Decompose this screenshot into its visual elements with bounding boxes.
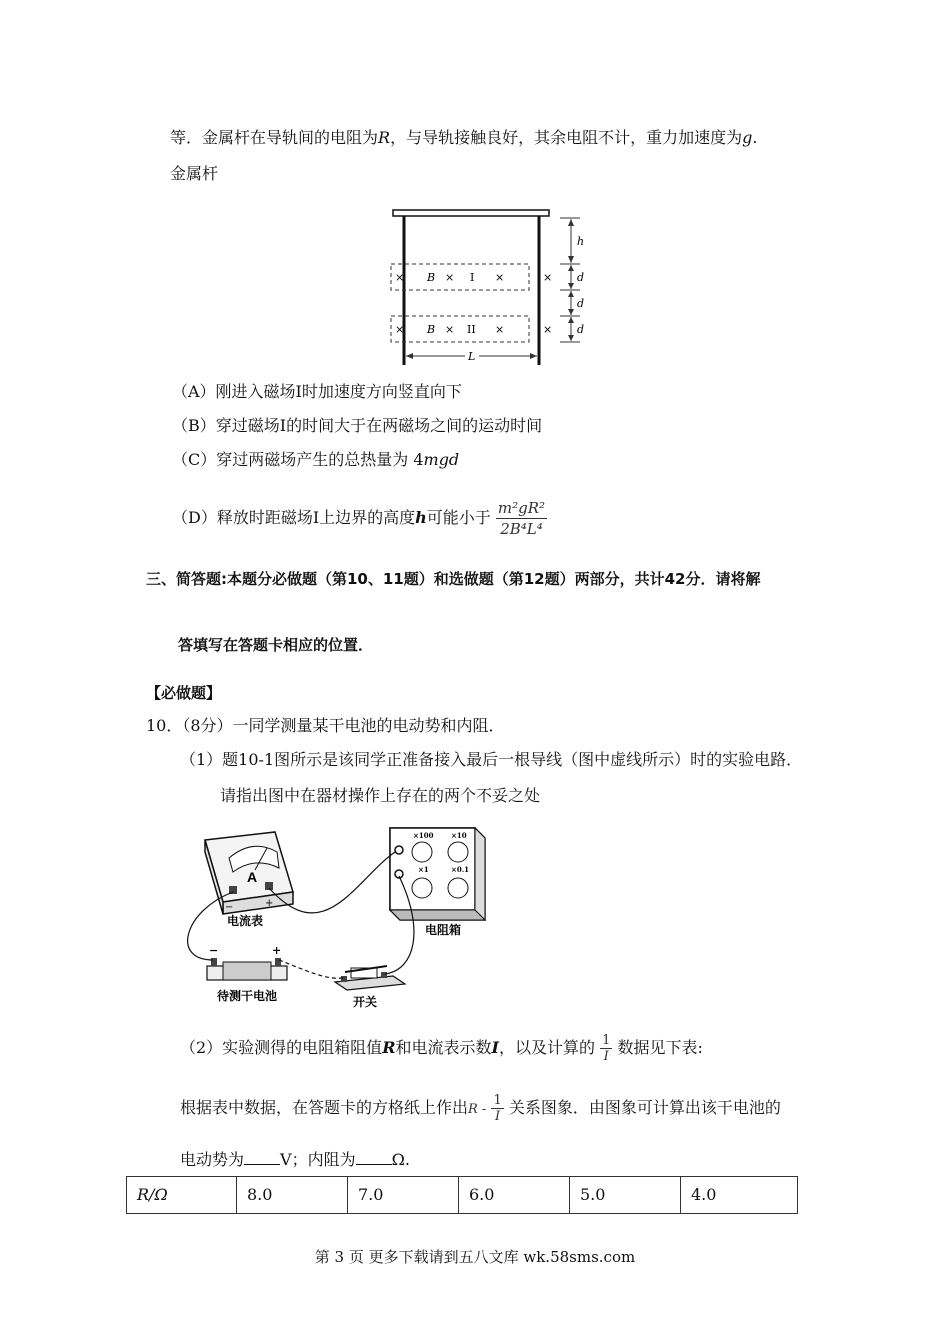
q10-part1-line2: 请指出图中在器材操作上存在的两个不妥之处 [220,786,541,805]
table-row [127,1177,798,1214]
option-d: （D）释放时距磁场Ⅰ上边界的高度h可能小于 $\frac{\text{m²gR²}}{\text{2B⁴L⁴}}$ [172,499,546,538]
label-d3: d [577,323,585,336]
option-d-fraction: $\frac{\text{m²gR²}}{\text{2B⁴L⁴}}$ [497,499,546,538]
ammeter [205,832,293,914]
q10-stem: 10．（8分）一同学测量某干电池的电动势和内阻． [146,716,505,735]
zone2-name: II [467,323,476,336]
zone2-cross-3: × [495,323,505,336]
label-d1: d [577,271,585,284]
zone2-b-label: B [427,323,436,336]
battery-label: 待测干电池 [217,989,278,1003]
emf-blank[interactable] [244,1150,280,1165]
battery-plus: + [272,944,282,957]
dial-x100: ×100 [413,831,434,840]
q10-part2-instructions: 根据表中数据，在答题卡的方格纸上作出R - $\frac{1}{I}$ 关系图象．由图象可计算出该干电池的 [180,1093,781,1124]
wire-battery-switch-dashed [279,960,343,978]
zone1-b-label: B [427,271,436,284]
required-header: 【必做题】 [146,684,222,702]
q10-part2: （2）实验测得的电阻箱阻值R和电流表示数I，以及计算的 $\frac{1}{I}$ 数据见下表: [180,1033,703,1064]
battery-minus: − [209,944,219,957]
table-cell: 8.0 [237,1177,348,1214]
q10-part1-line1: （1）题10-1图所示是该同学正准备接入最后一根导线（图中虚线所示）时的实验电路． [180,750,803,769]
ammeter-minus: − [225,902,234,913]
switch-label: 开关 [353,995,378,1009]
table-cell: 6.0 [459,1177,570,1214]
data-table [126,1176,798,1214]
resistance-box-label: 电阻箱 [425,923,462,937]
circuit-diagram [175,820,495,1020]
switch [335,966,405,990]
zone1-cross-right: × [543,271,553,284]
label-d2: d [577,297,585,310]
dial-x10: ×10 [451,831,467,840]
option-c: （C）穿过两磁场产生的总热量为 4mgd [172,450,460,469]
zone2-cross-left: × [395,323,405,336]
table-cell: 7.0 [348,1177,459,1214]
one-over-i-fraction-1: $\frac{1}{I}$ [602,1033,611,1064]
section3-line-1: 三、简答题:本题分必做题（第10、11题）和选做题（第12题）两部分，共计42分．请将解 [146,570,761,588]
zone2-cross-right: × [543,323,553,336]
label-L: L [468,350,476,363]
intro-line-1: 等．金属杆在导轨间的电阻为R，与导轨接触良好，其余电阻不计，重力加速度为g. [170,128,758,147]
zone1-cross-2: × [445,271,455,284]
q10-number: 10． [146,716,183,735]
field-zone-2 [391,316,529,342]
q10-answer-line: 电动势为 V；内阻为 Ω. [180,1150,410,1169]
metal-rod [393,210,549,216]
intro-line-2: 金属杆 [170,164,219,183]
battery [207,944,287,980]
zone1-name: I [470,271,475,284]
field-zone-1 [391,264,529,290]
table-header-cell: R/Ω [127,1177,237,1214]
page-footer: 第 3 页 更多下载请到五八文库 wk.58sms.com [314,1248,636,1266]
zone1-cross-left: × [395,271,405,284]
dial-x1: ×1 [418,865,429,874]
magnetic-field-diagram [385,200,595,370]
ammeter-letter: A [247,869,258,885]
ammeter-label: 电流表 [227,914,264,928]
zone1-cross-3: × [495,271,505,284]
option-b: （B）穿过磁场Ⅰ的时间大于在两磁场之间的运动时间 [172,416,543,435]
resistance-box [390,828,485,920]
resistance-blank[interactable] [356,1150,392,1165]
ammeter-plus: + [265,898,274,909]
one-over-i-fraction-2: $\frac{1}{I}$ [493,1093,502,1124]
table-cell: 4.0 [681,1177,798,1214]
option-a: （A）刚进入磁场Ⅰ时加速度方向竖直向下 [172,382,462,401]
table-cell: 5.0 [570,1177,681,1214]
label-h: h [577,235,585,248]
zone2-cross-2: × [445,323,455,336]
dial-x0-1: ×0.1 [451,865,470,874]
section3-line-2: 答填写在答题卡相应的位置． [178,636,374,654]
